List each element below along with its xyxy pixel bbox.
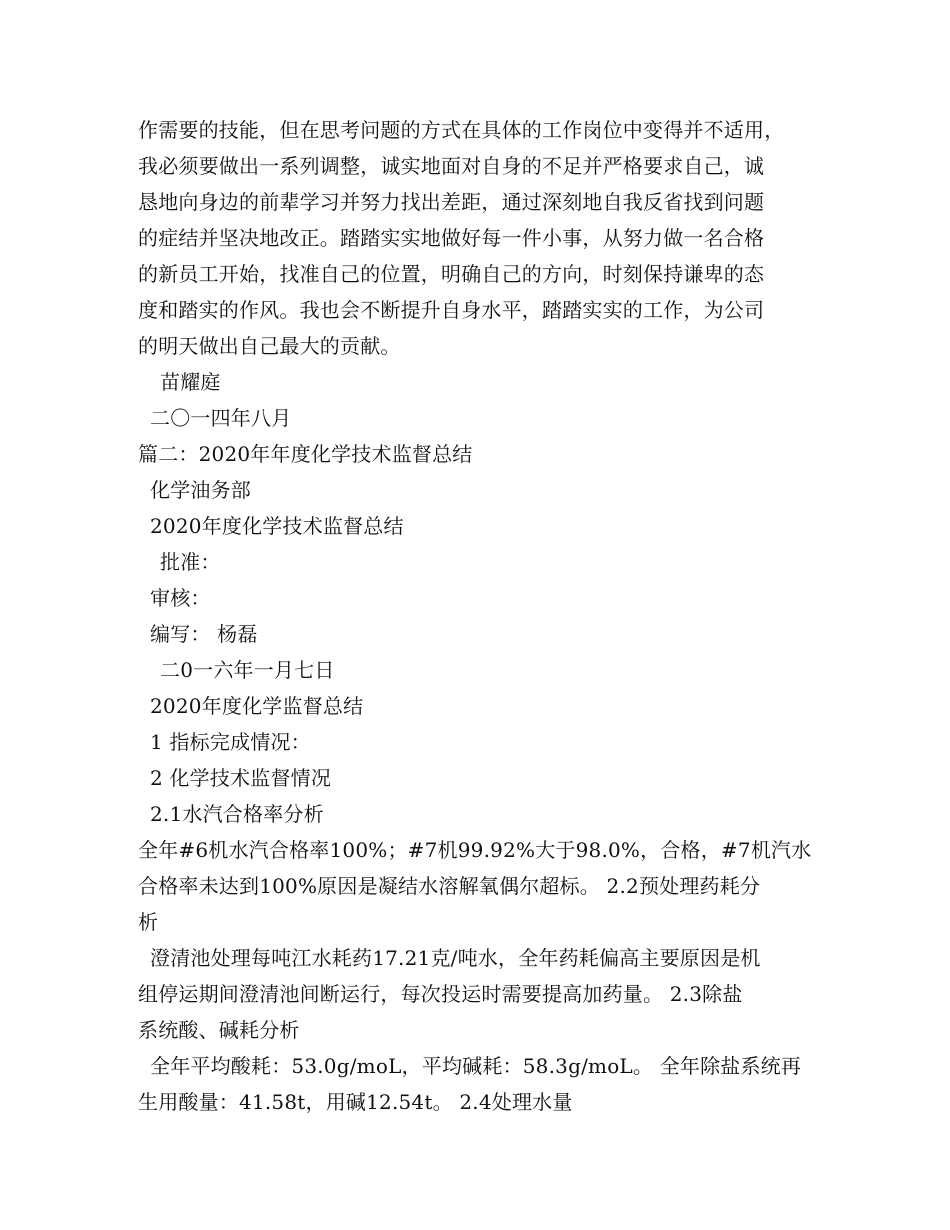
paragraph-line: 的症结并坚决地改正。踏踏实实地做好每一件小事，从努力做一名合格 [138, 226, 765, 250]
paragraph-line: 组停运期间澄清池间断运行，每次投运时需要提高加药量。 2.3除盐 [138, 982, 743, 1006]
department-name: 化学油务部 [150, 478, 251, 502]
heading-supervision: 2 化学技术监督情况 [150, 766, 332, 790]
paragraph-line: 全年#6机水汽合格率100%；#7机99.92%大于98.0%，合格，#7机汽水 [138, 838, 812, 862]
paragraph-line: 度和踏实的作风。我也会不断提升自身水平，踏踏实实的工作，为公司 [138, 298, 765, 322]
paragraph-line: 的明天做出自己最大的贡献。 [138, 334, 401, 358]
report-subtitle: 2020年度化学监督总结 [150, 694, 364, 718]
report-title: 2020年度化学技术监督总结 [150, 514, 404, 538]
heading-water-steam: 2.1水汽合格率分析 [150, 802, 324, 826]
paragraph-line: 澄清池处理每吨江水耗药17.21克/吨水，全年药耗偏高主要原因是机 [150, 946, 761, 970]
report-date: 二0一六年一月七日 [160, 658, 335, 682]
author-field: 编写： 杨磊 [150, 622, 258, 646]
review-field: 审核： [150, 586, 211, 610]
signature-name: 苗耀庭 [160, 370, 221, 394]
paragraph-line: 全年平均酸耗：53.0g/moL，平均碱耗：58.3g/moL。 全年除盐系统再 [150, 1054, 802, 1078]
paragraph-line: 我必须要做出一系列调整，诚实地面对自身的不足并严格要求自己，诚 [138, 154, 765, 178]
paragraph-line: 恳地向身边的前辈学习并努力找出差距，通过深刻地自我反省找到问题 [138, 190, 765, 214]
section-heading: 篇二：2020年年度化学技术监督总结 [138, 442, 473, 466]
paragraph-line: 的新员工开始，找准自己的位置，明确自己的方向，时刻保持谦卑的态 [138, 262, 765, 286]
paragraph-line: 合格率未达到100%原因是凝结水溶解氧偶尔超标。 2.2预处理药耗分 [138, 874, 761, 898]
heading-indicators: 1 指标完成情况： [150, 730, 311, 754]
signature-date: 二〇一四年八月 [150, 406, 292, 430]
paragraph-line: 生用酸量：41.58t，用碱12.54t。 2.4处理水量 [138, 1090, 573, 1114]
paragraph-line: 析 [138, 910, 159, 934]
document-body [138, 112, 818, 1120]
paragraph-line: 作需要的技能，但在思考问题的方式在具体的工作岗位中变得并不适用， [138, 118, 785, 142]
paragraph-line: 系统酸、碱耗分析 [138, 1018, 300, 1042]
approval-field: 批准： [160, 550, 221, 574]
